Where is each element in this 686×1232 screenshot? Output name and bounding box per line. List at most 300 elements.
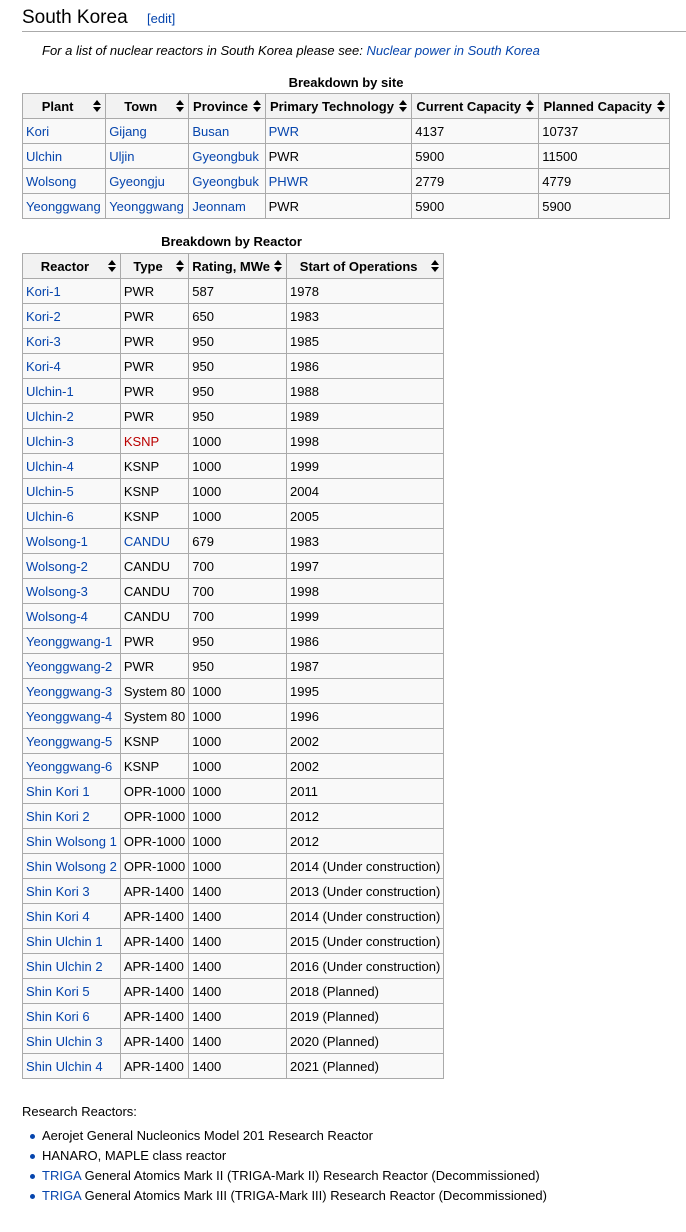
reactor-cell-reactor — [23, 854, 121, 879]
reactor-cell-start-of-operations — [287, 979, 444, 1004]
section-heading — [22, 4, 686, 32]
reactor-cell-rating-mwe — [189, 554, 287, 579]
reactor-cell-rating-mwe — [189, 504, 287, 529]
cell-text: 2004 — [290, 483, 319, 499]
cell-text: PWR — [123, 283, 155, 299]
reactor-cell-rating-mwe — [189, 654, 287, 679]
cell-text: 1400 — [192, 958, 222, 974]
site-cell-town — [106, 144, 189, 169]
cell-text: 2005 — [290, 508, 319, 524]
sort-arrows-icon[interactable] — [274, 260, 282, 272]
site-cell-current-capacity — [412, 144, 539, 169]
cell-text: 1400 — [192, 983, 222, 999]
table-row — [23, 504, 444, 529]
reactor-cell-start-of-operations — [287, 704, 444, 729]
cell-text: CANDU — [123, 583, 171, 599]
list-item — [22, 1146, 547, 1166]
cell-text: 950 — [192, 658, 214, 674]
reactor-cell-rating-mwe — [189, 704, 287, 729]
research-reactor-text: General Atomics Mark II (TRIGA-Mark II) Research Reactor (Decommissioned) — [81, 1168, 540, 1183]
cell-text: KSNP — [123, 508, 160, 524]
table-row — [23, 454, 444, 479]
sort-arrows-icon[interactable] — [399, 100, 407, 112]
site-header-province[interactable] — [189, 94, 265, 119]
sort-arrows-icon[interactable] — [526, 100, 534, 112]
site-table-header-row — [23, 94, 670, 119]
column-label: Plant — [41, 98, 74, 114]
reactor-cell-reactor — [23, 829, 121, 854]
sort-arrows-icon[interactable] — [176, 260, 184, 272]
reactor-cell-start-of-operations — [287, 929, 444, 954]
cell-link[interactable]: PHWR — [268, 173, 309, 189]
column-label: Province — [193, 98, 248, 114]
reactor-cell-start-of-operations — [287, 1054, 444, 1079]
table-row — [23, 704, 444, 729]
reactor-cell-reactor — [23, 754, 121, 779]
table-row — [23, 579, 444, 604]
sort-arrows-icon[interactable] — [93, 100, 101, 112]
reactor-cell-start-of-operations — [287, 954, 444, 979]
cell-link[interactable]: Ulchin-6 — [26, 508, 74, 524]
cell-link[interactable]: Jeonnam — [192, 198, 246, 214]
cell-link[interactable]: Yeonggwang-1 — [26, 633, 113, 649]
cell-link[interactable]: Yeonggwang-2 — [26, 658, 113, 674]
cell-text: 4137 — [415, 123, 445, 139]
table-row — [23, 779, 444, 804]
reactor-cell-reactor — [23, 629, 121, 654]
research-reactors-list — [22, 1126, 547, 1206]
cell-link[interactable]: Kori-4 — [26, 358, 61, 374]
site-header-planned-capacity[interactable] — [539, 94, 670, 119]
table-row — [23, 169, 670, 194]
cell-link[interactable]: Ulchin — [26, 148, 63, 164]
table-row — [23, 729, 444, 754]
cell-text: 1400 — [192, 908, 222, 924]
cell-text: 1000 — [192, 508, 222, 524]
table-row — [23, 119, 670, 144]
cell-link[interactable]: Wolsong — [26, 173, 77, 189]
site-cell-current-capacity — [412, 169, 539, 194]
table-row — [23, 194, 670, 219]
cell-link[interactable]: Gijang — [109, 123, 147, 139]
cell-text: 1989 — [290, 408, 319, 424]
edit-link[interactable]: [edit] — [147, 11, 176, 26]
reactor-cell-rating-mwe — [189, 404, 287, 429]
cell-link[interactable]: Ulchin-2 — [26, 408, 74, 424]
cell-link[interactable]: Kori-2 — [26, 308, 61, 324]
cell-text: OPR-1000 — [123, 808, 186, 824]
cell-text: 1998 — [290, 583, 319, 599]
reactor-cell-type — [120, 754, 188, 779]
site-cell-town — [106, 194, 189, 219]
cell-text: APR-1400 — [123, 1058, 184, 1074]
cell-text: APR-1400 — [123, 1008, 184, 1024]
cell-text: 4779 — [542, 173, 572, 189]
reactor-cell-rating-mwe — [189, 379, 287, 404]
reactor-cell-type — [120, 854, 188, 879]
cell-link[interactable]: Uljin — [109, 148, 135, 164]
cell-link[interactable]: Gyeongbuk — [192, 173, 259, 189]
cell-text: 5900 — [542, 198, 572, 214]
table-row — [23, 979, 444, 1004]
reactor-cell-type — [120, 279, 188, 304]
site-cell-province — [189, 169, 265, 194]
reactor-cell-type — [120, 654, 188, 679]
cell-link[interactable]: Wolsong-2 — [26, 558, 88, 574]
reactor-cell-rating-mwe — [189, 329, 287, 354]
cell-text: 1995 — [290, 683, 319, 699]
reactor-cell-rating-mwe — [189, 579, 287, 604]
reactor-cell-reactor — [23, 479, 121, 504]
cell-link[interactable]: Shin Ulchin 2 — [26, 958, 103, 974]
table-row — [23, 904, 444, 929]
reactor-cell-rating-mwe — [189, 354, 287, 379]
site-cell-plant — [23, 169, 106, 194]
table-row — [23, 429, 444, 454]
cell-text: KSNP — [123, 758, 160, 774]
cell-text: 1988 — [290, 383, 319, 399]
cell-link[interactable]: Gyeongju — [109, 173, 165, 189]
list-item — [22, 1186, 547, 1206]
reactor-cell-reactor — [23, 604, 121, 629]
sort-arrows-icon[interactable] — [253, 100, 261, 112]
cell-link[interactable]: Yeonggwang — [26, 198, 101, 214]
reactor-cell-type — [120, 604, 188, 629]
cell-text: APR-1400 — [123, 983, 184, 999]
table-row — [23, 379, 444, 404]
site-header-current-capacity[interactable] — [412, 94, 539, 119]
reactor-cell-start-of-operations — [287, 504, 444, 529]
reactor-cell-rating-mwe — [189, 304, 287, 329]
site-cell-planned-capacity — [539, 194, 670, 219]
cell-text: 1987 — [290, 658, 319, 674]
reactor-cell-reactor — [23, 554, 121, 579]
sort-arrows-icon[interactable] — [431, 260, 439, 272]
cell-link[interactable]: Yeonggwang-6 — [26, 758, 113, 774]
reactor-cell-start-of-operations — [287, 454, 444, 479]
cell-text: APR-1400 — [123, 958, 184, 974]
cell-text: PWR — [123, 358, 155, 374]
cell-text: PWR — [268, 148, 299, 164]
reactor-cell-rating-mwe — [189, 429, 287, 454]
sort-arrows-icon[interactable] — [176, 100, 184, 112]
cell-link[interactable]: Shin Kori 2 — [26, 808, 90, 824]
cell-text: 1985 — [290, 333, 319, 349]
cell-text: 2779 — [415, 173, 445, 189]
reactor-cell-rating-mwe — [189, 754, 287, 779]
cell-link[interactable]: Kori-3 — [26, 333, 61, 349]
sort-arrows-icon[interactable] — [657, 100, 665, 112]
cell-link[interactable]: Shin Kori 4 — [26, 908, 90, 924]
cell-link[interactable]: Yeonggwang — [109, 198, 184, 214]
site-cell-town — [106, 169, 189, 194]
column-label: Town — [124, 98, 158, 114]
site-cell-province — [189, 144, 265, 169]
site-cell-planned-capacity — [539, 144, 670, 169]
reactor-cell-rating-mwe — [189, 529, 287, 554]
cell-text: PWR — [123, 633, 155, 649]
cell-text: 2020 (Planned) — [290, 1033, 379, 1049]
cell-text: APR-1400 — [123, 933, 184, 949]
reactor-cell-reactor — [23, 404, 121, 429]
reactor-cell-start-of-operations — [287, 1004, 444, 1029]
table-row — [23, 929, 444, 954]
reactor-cell-type — [120, 379, 188, 404]
reactor-cell-reactor — [23, 354, 121, 379]
reactor-cell-reactor — [23, 1029, 121, 1054]
reactor-cell-type — [120, 879, 188, 904]
cell-link[interactable]: Wolsong-3 — [26, 583, 88, 599]
reactor-header-rating-mwe[interactable] — [189, 254, 287, 279]
cell-link[interactable]: Yeonggwang-4 — [26, 708, 113, 724]
cell-text: 1000 — [192, 733, 222, 749]
reactor-cell-start-of-operations — [287, 754, 444, 779]
cell-text: 2021 (Planned) — [290, 1058, 379, 1074]
cell-text: 2011 — [290, 783, 318, 799]
reactor-cell-rating-mwe — [189, 804, 287, 829]
cell-link[interactable]: Kori-1 — [26, 283, 61, 299]
cell-text: 5900 — [415, 148, 445, 164]
cell-text: 700 — [192, 558, 214, 574]
reactor-cell-start-of-operations — [287, 279, 444, 304]
reactor-cell-type — [120, 979, 188, 1004]
cell-text: PWR — [268, 198, 299, 214]
table-row — [23, 804, 444, 829]
reactor-cell-rating-mwe — [189, 979, 287, 1004]
cell-link[interactable]: Gyeongbuk — [192, 148, 259, 164]
cell-text: 2002 — [290, 733, 319, 749]
reactor-cell-reactor — [23, 454, 121, 479]
reactor-cell-start-of-operations — [287, 554, 444, 579]
cell-text: CANDU — [123, 608, 171, 624]
cell-link[interactable]: KSNP — [123, 433, 160, 449]
reactor-cell-type — [120, 704, 188, 729]
cell-link[interactable]: Shin Wolsong 2 — [26, 858, 117, 874]
reactor-cell-reactor — [23, 654, 121, 679]
cell-link[interactable]: Yeonggwang-3 — [26, 683, 113, 699]
cell-text: 1000 — [192, 708, 222, 724]
reactor-cell-reactor — [23, 954, 121, 979]
table-row — [23, 354, 444, 379]
site-cell-primary-technology — [265, 144, 412, 169]
reactor-cell-start-of-operations — [287, 429, 444, 454]
table-row — [23, 629, 444, 654]
cell-text: 2016 (Under construction) — [290, 958, 441, 974]
site-cell-primary-technology — [265, 119, 412, 144]
reactor-cell-type — [120, 404, 188, 429]
column-label: Type — [133, 258, 163, 274]
table-row — [23, 144, 670, 169]
table-row — [23, 304, 444, 329]
site-table-caption: Breakdown by site — [288, 75, 404, 90]
table-row — [23, 329, 444, 354]
cell-link[interactable]: Ulchin-5 — [26, 483, 74, 499]
table-row — [23, 604, 444, 629]
cell-link[interactable]: Ulchin-1 — [26, 383, 74, 399]
cell-text: KSNP — [123, 733, 160, 749]
site-cell-planned-capacity — [539, 119, 670, 144]
reactor-cell-type — [120, 479, 188, 504]
cell-text: APR-1400 — [123, 1033, 184, 1049]
cell-text: 1400 — [192, 1008, 222, 1024]
cell-text: 1999 — [290, 458, 319, 474]
cell-link[interactable]: PWR — [268, 123, 299, 139]
cell-link[interactable]: Kori — [26, 123, 50, 139]
cell-text: PWR — [123, 408, 155, 424]
list-item — [22, 1166, 547, 1186]
cell-link[interactable]: Wolsong-4 — [26, 608, 88, 624]
reactor-cell-reactor — [23, 504, 121, 529]
column-label: Planned Capacity — [543, 98, 652, 114]
column-label: Primary Technology — [269, 98, 394, 114]
cell-text: 10737 — [542, 123, 579, 139]
research-reactor-link[interactable]: TRIGA — [42, 1168, 82, 1183]
site-header-primary-technology[interactable] — [265, 94, 412, 119]
reactor-cell-rating-mwe — [189, 879, 287, 904]
reactor-cell-reactor — [23, 279, 121, 304]
reactor-cell-type — [120, 954, 188, 979]
cell-text: KSNP — [123, 483, 160, 499]
reactor-cell-rating-mwe — [189, 929, 287, 954]
cell-text: 1986 — [290, 633, 319, 649]
cell-text: 1000 — [192, 433, 222, 449]
reactor-cell-type — [120, 429, 188, 454]
table-row — [23, 879, 444, 904]
cell-text: 2014 (Under construction) — [290, 908, 441, 924]
cell-text: 1400 — [192, 933, 222, 949]
cell-text: 2018 (Planned) — [290, 983, 379, 999]
reactor-cell-reactor — [23, 1054, 121, 1079]
site-table — [22, 93, 670, 219]
reactor-cell-type — [120, 1004, 188, 1029]
sort-arrows-icon[interactable] — [108, 260, 116, 272]
cell-link[interactable]: Shin Kori 1 — [26, 783, 90, 799]
cell-text: 1000 — [192, 783, 222, 799]
reactor-cell-reactor — [23, 579, 121, 604]
bullet-icon — [30, 1174, 35, 1179]
cell-text: 950 — [192, 633, 214, 649]
cell-link[interactable]: Shin Kori 5 — [26, 983, 90, 999]
cell-text: 11500 — [542, 148, 578, 164]
site-cell-primary-technology — [265, 169, 412, 194]
cell-text: 1400 — [192, 1033, 222, 1049]
column-label: Rating, MWe — [192, 258, 271, 274]
cell-link[interactable]: Shin Wolsong 1 — [26, 833, 117, 849]
reactor-cell-start-of-operations — [287, 379, 444, 404]
cell-text: 2015 (Under construction) — [290, 933, 441, 949]
reactor-cell-reactor — [23, 1004, 121, 1029]
column-label: Reactor — [40, 258, 90, 274]
reactor-cell-type — [120, 1029, 188, 1054]
reactor-cell-rating-mwe — [189, 679, 287, 704]
site-header-plant[interactable] — [23, 94, 106, 119]
reactor-cell-reactor — [23, 429, 121, 454]
reactor-cell-type — [120, 829, 188, 854]
reactor-cell-type — [120, 904, 188, 929]
table-row — [23, 679, 444, 704]
reactor-cell-type — [120, 779, 188, 804]
reactor-cell-start-of-operations — [287, 854, 444, 879]
reactor-header-start-of-operations[interactable] — [287, 254, 444, 279]
reactor-cell-type — [120, 729, 188, 754]
cell-link[interactable]: Ulchin-4 — [26, 458, 74, 474]
table-row — [23, 654, 444, 679]
cell-text: 1978 — [290, 283, 319, 299]
reactor-cell-reactor — [23, 804, 121, 829]
reactor-table-caption: Breakdown by Reactor — [161, 234, 302, 249]
reactor-cell-type — [120, 929, 188, 954]
site-header-town[interactable] — [106, 94, 189, 119]
hatnote-link[interactable]: Nuclear power in South Korea — [366, 43, 540, 58]
column-label: Current Capacity — [416, 98, 522, 114]
reactor-cell-type — [120, 529, 188, 554]
cell-text: APR-1400 — [123, 883, 184, 899]
reactor-cell-rating-mwe — [189, 904, 287, 929]
cell-link[interactable]: Shin Ulchin 3 — [26, 1033, 103, 1049]
reactor-cell-reactor — [23, 379, 121, 404]
reactor-header-type[interactable] — [120, 254, 188, 279]
cell-text: 2013 (Under construction) — [290, 883, 441, 899]
reactor-cell-start-of-operations — [287, 404, 444, 429]
cell-link[interactable]: Wolsong-1 — [26, 533, 88, 549]
reactor-cell-start-of-operations — [287, 904, 444, 929]
site-cell-plant — [23, 119, 106, 144]
bullet-icon — [30, 1194, 35, 1199]
reactor-cell-type — [120, 579, 188, 604]
cell-text: PWR — [123, 658, 155, 674]
reactor-cell-type — [120, 504, 188, 529]
cell-link[interactable]: Shin Kori 6 — [26, 1008, 90, 1024]
cell-text: 1000 — [192, 858, 222, 874]
reactor-cell-reactor — [23, 929, 121, 954]
reactor-header-reactor[interactable] — [23, 254, 121, 279]
reactor-cell-start-of-operations — [287, 579, 444, 604]
reactor-table-header-row — [23, 254, 444, 279]
cell-link[interactable]: Shin Ulchin 1 — [26, 933, 103, 949]
reactor-cell-start-of-operations — [287, 479, 444, 504]
cell-link[interactable]: Shin Ulchin 4 — [26, 1058, 103, 1074]
reactor-cell-reactor — [23, 329, 121, 354]
table-row — [23, 854, 444, 879]
reactor-cell-start-of-operations — [287, 629, 444, 654]
reactor-cell-start-of-operations — [287, 604, 444, 629]
cell-link[interactable]: CANDU — [123, 533, 171, 549]
reactor-cell-reactor — [23, 304, 121, 329]
cell-text: 587 — [192, 283, 214, 299]
cell-link[interactable]: Ulchin-3 — [26, 433, 74, 449]
reactor-cell-start-of-operations — [287, 654, 444, 679]
reactor-cell-rating-mwe — [189, 479, 287, 504]
reactor-cell-start-of-operations — [287, 804, 444, 829]
cell-link[interactable]: Shin Kori 3 — [26, 883, 90, 899]
cell-link[interactable]: Yeonggwang-5 — [26, 733, 113, 749]
reactor-cell-rating-mwe — [189, 829, 287, 854]
reactor-cell-type — [120, 554, 188, 579]
research-reactor-link[interactable]: TRIGA — [42, 1188, 82, 1203]
reactor-cell-start-of-operations — [287, 329, 444, 354]
reactor-cell-rating-mwe — [189, 1054, 287, 1079]
table-row — [23, 1029, 444, 1054]
cell-text: 1000 — [192, 483, 222, 499]
cell-text: 2014 (Under construction) — [290, 858, 441, 874]
cell-link[interactable]: Busan — [192, 123, 230, 139]
reactor-cell-type — [120, 354, 188, 379]
cell-text: 2002 — [290, 758, 319, 774]
site-cell-current-capacity — [412, 119, 539, 144]
cell-text: APR-1400 — [123, 908, 184, 924]
reactor-cell-type — [120, 329, 188, 354]
reactor-cell-type — [120, 1054, 188, 1079]
